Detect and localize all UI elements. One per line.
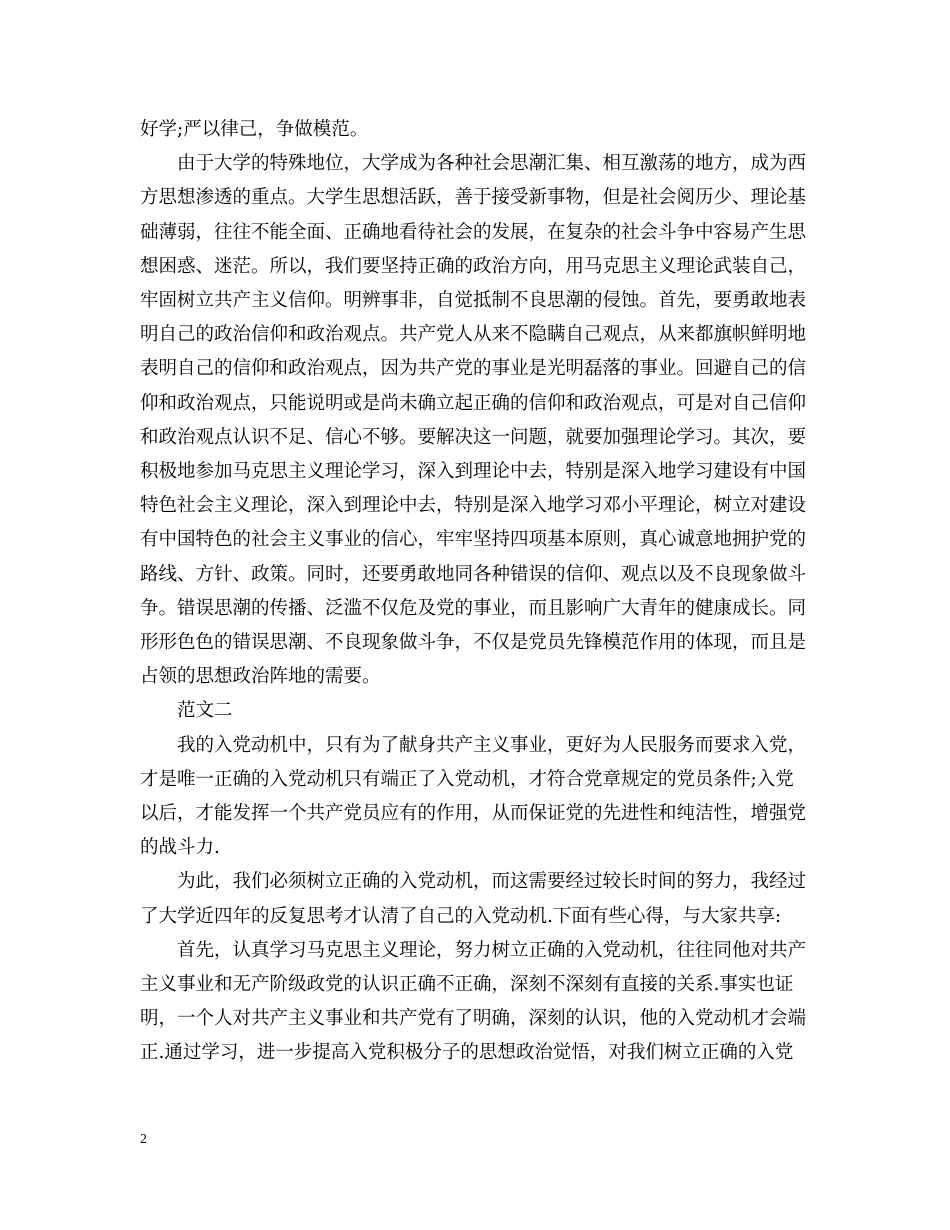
text-line: 争。错误思潮的传播、泛滥不仅危及党的事业，而且影响广大青年的健康成长。同	[140, 597, 807, 619]
page-number: 2	[140, 1132, 147, 1147]
text-line: 和政治观点认识不足、信心不够。要解决这一问题，就要加强理论学习。其次，要	[140, 426, 807, 448]
text-line: 的战斗力.	[140, 837, 220, 859]
text-line: 首先，认真学习马克思主义理论，努力树立正确的入党动机，往往同他对共产	[177, 939, 807, 961]
text-line: 表明自己的信仰和政治观点，因为共产党的事业是光明磊落的事业。回避自己的信	[140, 358, 807, 380]
text-line: 积极地参加马克思主义理论学习，深入到理论中去，特别是深入地学习建设有中国	[140, 461, 807, 483]
text-line: 形形色色的错误思潮、不良现象做斗争，不仅是党员先锋模范作用的体现，而且是	[140, 632, 807, 654]
text-line: 仰和政治观点，只能说明或是尚未确立起正确的信仰和政治观点，可是对自己信仰	[140, 392, 807, 414]
text-line: 有中国特色的社会主义事业的信心，牢牢坚持四项基本原则，真心诚意地拥护党的	[140, 529, 807, 551]
text-line: 为此，我们必须树立正确的入党动机，而这需要经过较长时间的努力，我经过	[177, 871, 807, 893]
text-line: 由于大学的特殊地位，大学成为各种社会思潮汇集、相互激荡的地方，成为西	[177, 153, 807, 175]
text-line: 础薄弱，往往不能全面、正确地看待社会的发展，在复杂的社会斗争中容易产生思	[140, 221, 807, 243]
document-body	[140, 113, 810, 1071]
text-line: 牢固树立共产主义信仰。明辨事非，自觉抵制不良思潮的侵蚀。首先，要勇敢地表	[140, 290, 807, 312]
text-line: 方思想渗透的重点。大学生思想活跃，善于接受新事物，但是社会阅历少、理论基	[140, 187, 807, 209]
text-line: 正.通过学习，进一步提高入党积极分子的思想政治觉悟，对我们树立正确的入党	[140, 1042, 794, 1064]
text-line: 特色社会主义理论，深入到理论中去，特别是深入地学习邓小平理论，树立对建设	[140, 495, 807, 517]
text-line: 路线、方针、政策。同时，还要勇敢地同各种错误的信仰、观点以及不良现象做斗	[140, 563, 807, 585]
text-line: 好学;严以律己，争做模范。	[140, 119, 369, 140]
text-line: 我的入党动机中，只有为了献身共产主义事业，更好为人民服务而要求入党，	[177, 734, 807, 756]
text-line: 以后，才能发挥一个共产党员应有的作用，从而保证党的先进性和纯洁性，增强党	[140, 803, 807, 825]
text-line: 想困惑、迷茫。所以，我们要坚持正确的政治方向，用马克思主义理论武装自己，	[140, 255, 807, 277]
text-line: 才是唯一正确的入党动机只有端正了入党动机，才符合党章规定的党员条件;入党	[140, 768, 794, 790]
text-line: 明自己的政治信仰和政治观点。共产党人从来不隐瞒自己观点，从来都旗帜鲜明地	[140, 324, 807, 346]
text-line: 范文二	[177, 700, 233, 722]
text-line: 了大学近四年的反复思考才认清了自己的入党动机.下面有些心得，与大家共享:	[140, 905, 782, 927]
text-line: 主义事业和无产阶级政党的认识正确不正确，深刻不深刻有直接的关系.事实也证	[140, 974, 794, 996]
text-line: 明，一个人对共产主义事业和共产党有了明确，深刻的认识，他的入党动机才会端	[140, 1008, 807, 1030]
text-line: 占领的思想政治阵地的需要。	[140, 666, 381, 688]
